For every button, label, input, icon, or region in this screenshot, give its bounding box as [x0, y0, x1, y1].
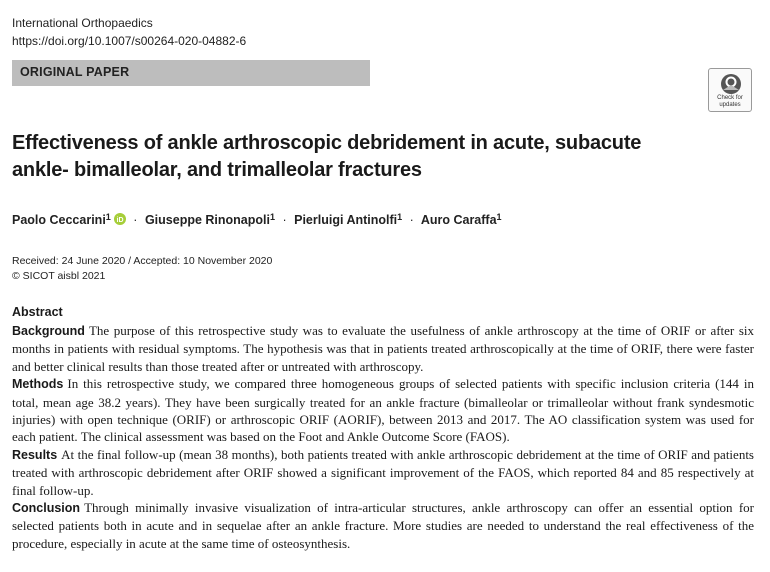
- abstract-section-text: In this retrospective study, we compared three homogeneous groups of selected patients with specific inclusion criteria (144 in total, mean age 38.2 years). They have been surgically treated for an ankle fracture (bimalleolar or trimalleolar without frank syndesmotic injuries) with open technique (ORIF) or arthroscopic ORIF (AORIF), between 2013 and 2017. The AO classification system was used for each patient. The clinical assessment was based on the Foot and Ankle Outcome Score (FAOS).: [12, 376, 754, 445]
- check-for-updates-line1: Check for: [717, 95, 743, 101]
- author-name[interactable]: Giuseppe Rinonapoli: [144, 213, 270, 227]
- abstract-body: [12, 322, 754, 552]
- section-label-bar: [12, 60, 370, 86]
- abstract-section-label: Conclusion: [12, 501, 81, 516]
- author-affiliation: 1: [269, 212, 275, 222]
- abstract-section-label: Background: [12, 324, 85, 338]
- article-title-line1: Effectiveness of ankle arthroscopic debridement in acute, subacute: [12, 132, 642, 154]
- abstract-methods: [12, 375, 754, 446]
- copyright-notice: © SICOT aisbl 2021: [12, 270, 106, 282]
- author-name[interactable]: Auro Caraffa: [420, 213, 497, 227]
- abstract-background: [12, 322, 754, 375]
- author-affiliation: 1: [397, 212, 403, 222]
- orcid-icon[interactable]: [114, 213, 126, 225]
- author-name[interactable]: Pierluigi Antinolfi: [294, 213, 398, 227]
- abstract-section-text: Through minimally invasive visualization of intra-articular structures, ankle arthroscopy can offer an essential option for selected patients both in acute and in sequelae after an ankle fracture. More studies are needed to understand the real effectiveness of the procedure, especially in acute at the same time of osteosynthesis.: [12, 500, 754, 551]
- author-affiliation: 1: [496, 212, 502, 222]
- section-label: ORIGINAL PAPER: [20, 65, 130, 79]
- doi-link[interactable]: https://doi.org/10.1007/s00264-020-04882-6: [12, 34, 247, 48]
- abstract-section-label: Methods: [12, 377, 64, 392]
- article-title: [12, 130, 732, 184]
- article-title-line2: ankle- bimalleolar, and trimalleolar fractures: [12, 159, 422, 181]
- abstract-results: [12, 446, 754, 499]
- received-accepted-dates: Received: 24 June 2020 / Accepted: 10 November 2020: [12, 255, 273, 267]
- abstract-section-text: At the final follow-up (mean 38 months), both patients treated with ankle arthroscopic debridement at the time of ORIF and patients treated with arthroscopic debridement after ORIF showed a significant improvement of the FAOS, which reported 84 and 85 respectively at final follow-up.: [12, 446, 754, 498]
- abstract-heading: Abstract: [12, 305, 63, 319]
- author-name[interactable]: Paolo Ceccarini: [12, 213, 106, 227]
- author-separator: ·: [282, 213, 287, 227]
- abstract-section-label: Results: [12, 447, 58, 462]
- journal-name: International Orthopaedics: [12, 16, 153, 30]
- author-separator: ·: [133, 213, 138, 227]
- author-affiliation: 1: [105, 212, 111, 222]
- check-for-updates-line2: updates: [719, 102, 741, 108]
- author-separator: ·: [409, 213, 414, 227]
- abstract-conclusion: [12, 499, 754, 552]
- svg-text:iD: iD: [116, 217, 124, 224]
- abstract-section-text: The purpose of this retrospective study was to evaluate the usefulness of ankle arthroscopy at the time of ORIF or after six months in patients with residual symptoms. The hypothesis was that in patients treated arthroscopically at the time of ORIF, there were faster and better clinical results than those treated after or untreated with arthroscopy.: [12, 323, 754, 374]
- check-for-updates-button[interactable]: [708, 68, 752, 112]
- author-list: [12, 208, 502, 229]
- check-for-updates-icon: [720, 73, 742, 95]
